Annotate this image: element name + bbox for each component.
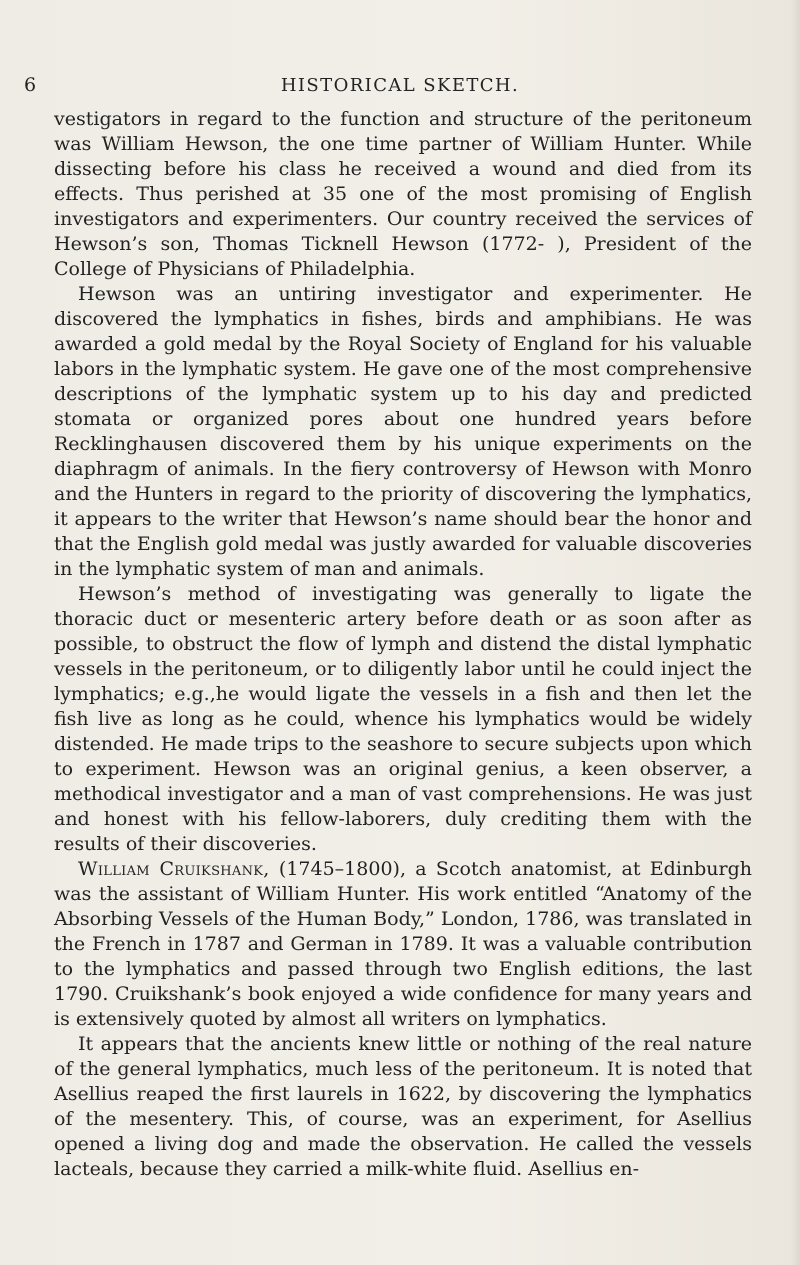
running-head: HISTORICAL SKETCH. (280, 75, 520, 96)
body-text (54, 107, 752, 1182)
person-name: William Cruikshank, (78, 858, 270, 880)
paragraph-4-text: (1745–1800), a Scotch anatomist, at Edinburgh was the assistant of William Hunter. His work entitled “Anatomy of the Absorbing Vessels of the Human Body,” London, 1786, was translated in the French in 1787 and German in 1789. It was a valuable contribution to the lymphatics and passed through two English editions, the last 1790. Cruikshank’s book enjoyed a wide confidence for many years and is extensively quoted by almost all writers on lymphatics. (54, 858, 753, 1030)
page-number: 6 (24, 74, 37, 96)
paragraph-3: Hewson’s method of investigating was generally to ligate the thoracic duct or mesenteric artery before death or as soon after as possible, to obstruct the flow of lymph and distend the distal lymphatic vessels in the peritoneum, or to diligently labor until he could inject the lymphatics; e.g.,he would ligate the vessels in a fish and then let the fish live as long as he could, whence his lymphatics would be widely distended. He made trips to the seashore to secure subjects upon which to experiment. Hewson was an original genius, a keen observer, a methodical investigator and a man of vast comprehensions. He was just and honest with his fellow-laborers, duly crediting them with the results of their discoveries. (54, 583, 752, 855)
paragraph-1: vestigators in regard to the function and structure of the peritoneum was William Hewson, the one time partner of William Hunter. While dissecting before his class he received a wound and died from its effects. Thus perished at 35 one of the most promising of English investigators and experimenters. Our country received the services of Hewson’s son, Thomas Ticknell Hewson (1772- ), President of the College of Physicians of Philadelphia. (54, 108, 752, 280)
paragraph-5: It appears that the ancients knew little or nothing of the real nature of the general lymphatics, much less of the peritoneum. It is noted that Asellius reaped the first laurels in 1622, by discovering the lymphatics of the mesentery. This, of course, was an experiment, for Asellius opened a living dog and made the observation. He called the vessels lacteals, because they carried a milk-white fluid. Asellius en- (54, 1033, 752, 1180)
paragraph-2: Hewson was an untiring investigator and experimenter. He discovered the lymphatics in fishes, birds and amphibians. He was awarded a gold medal by the Royal Society of England for his valuable labors in the lymphatic system. He gave one of the most comprehensive descriptions of the lymphatic system up to his day and predicted stomata or organized pores about one hundred years before Recklinghausen discovered them by his unique experiments on the diaphragm of animals. In the fiery controversy of Hewson with Monro and the Hunters in regard to the priority of discovering the lymphatics, it appears to the writer that Hewson’s name should bear the honor and that the English gold medal was justly awarded for valuable discoveries in the lymphatic system of man and animals. (54, 283, 752, 580)
paragraph-4 (54, 857, 752, 1032)
page-header (0, 74, 800, 102)
page-edge-shadow (790, 0, 800, 1265)
